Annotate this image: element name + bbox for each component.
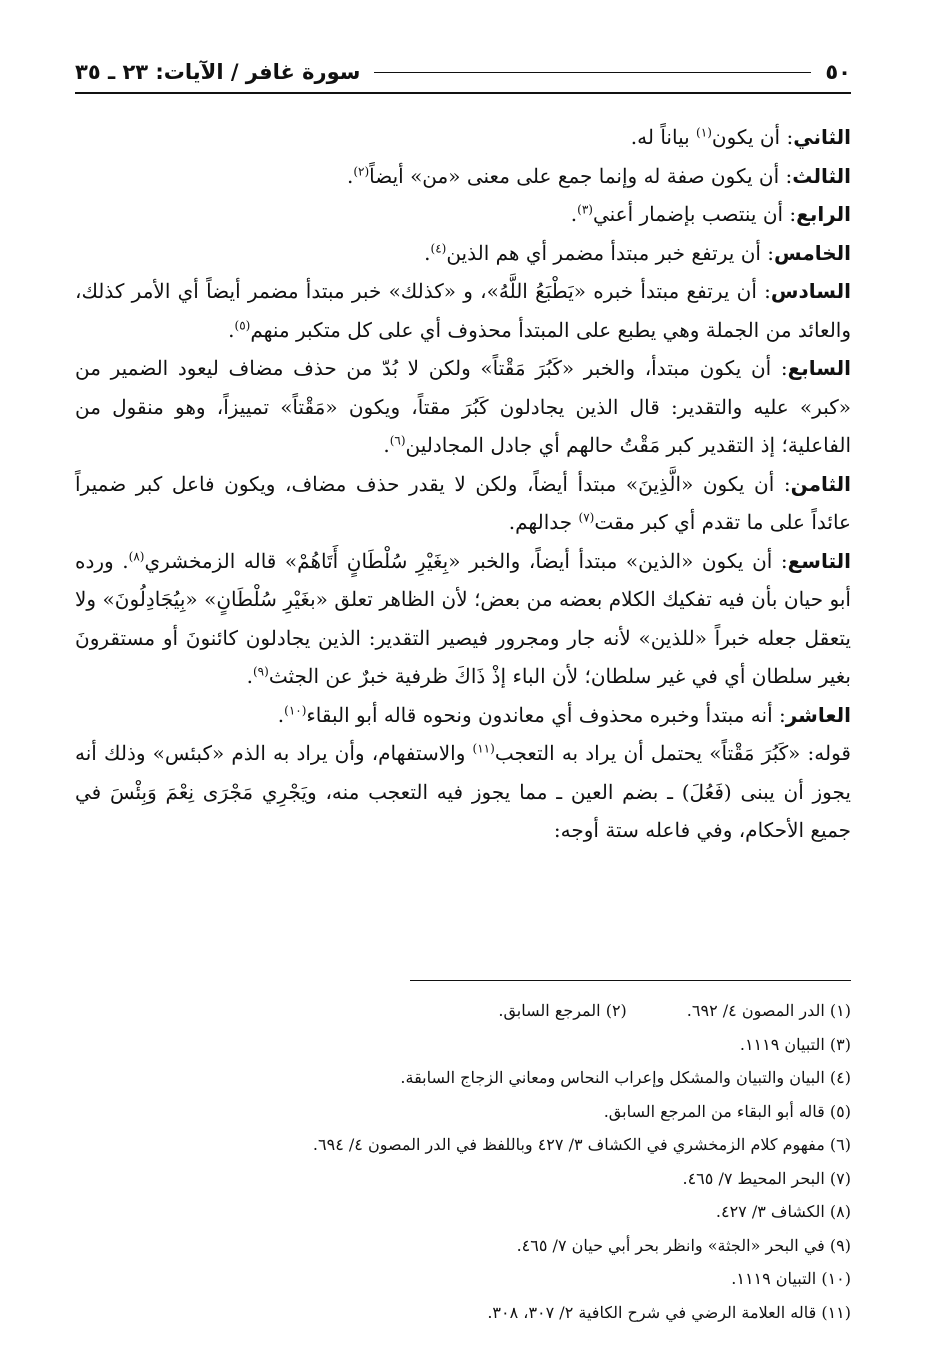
paragraph-text: .: [277, 702, 285, 727]
paragraph-text: .: [570, 202, 578, 226]
footnote-ref: (٢): [353, 163, 370, 178]
paragraph-text: : أن يكون «الَّذِينَ» مبتدأ أيضاً، ولكن لا يقدر حذف مضاف، ويكون فاعل كبر ضميراً عائداً على ما تقدم أي كبر مقت: [75, 471, 851, 534]
footnote: (١٠) التبيان ١١١٩.: [731, 1269, 851, 1288]
footnote: (٨) الكشاف ٣/ ٤٢٧.: [715, 1202, 851, 1221]
paragraph-text: .: [383, 433, 390, 457]
paragraph-text: .: [424, 240, 431, 265]
paragraph: [75, 696, 851, 735]
paragraph: [75, 195, 851, 234]
footnote-ref: (١): [696, 125, 712, 140]
footnote-row: [160, 1061, 851, 1095]
footnote-row: [160, 994, 851, 1028]
section-term: الثالث: [792, 163, 851, 188]
paragraph: [75, 118, 851, 157]
section-term: التاسع: [787, 548, 852, 573]
paragraph: [75, 465, 851, 542]
footnote-row: [160, 1262, 851, 1296]
section-term: السابع: [787, 356, 851, 380]
footnote-ref: (١١): [472, 741, 495, 756]
footnote: (١١) قاله العلامة الرضي في شرح الكافية ٢/ ٣٠٧، ٣٠٨.: [487, 1302, 851, 1322]
paragraph-text: : أن يكون «الذين» مبتدأ أيضاً، والخبر «بِغَيْرِ سُلْطَانٍ أَتَاهُمْ» قاله الزمخشري: [144, 548, 788, 573]
footnote: (٣) التبيان ١١١٩.: [739, 1034, 851, 1054]
footnote-ref: (٩): [252, 664, 269, 679]
running-header: [75, 52, 851, 92]
paragraph-text: : أنه مبتدأ وخبره محذوف أي معاندون ونحوه قاله أبو البقاء: [306, 702, 786, 727]
footnote-row: [160, 1296, 851, 1330]
footnote: (٦) مفهوم كلام الزمخشري في الكشاف ٣/ ٤٢٧ وباللفظ في الدر المصون ٤/ ٦٩٤.: [312, 1135, 851, 1154]
footnote-ref: (٤): [430, 240, 447, 255]
section-term: الثامن: [790, 471, 851, 496]
paragraph-text: : أن يكون مبتدأ، والخبر «كَبُرَ مَقْتاً» ولكن لا بُدّ من حذف مضاف ليعود الضمير من «كبر» عليه والتقدير: قال الذين يجادلون كَبُرَ مقتاً، ويكون «مَقْتاً» تمييزاً، وهو منقول من الفاعلية؛ إذ التقدير كبر مَقْتُ حالهم أي جادل المجادلين: [75, 356, 851, 457]
paragraph: [75, 157, 851, 196]
paragraph-text: جدالهم.: [508, 510, 579, 534]
paragraph-text: بياناً له.: [630, 125, 697, 149]
paragraph-text: والاستفهام، وأن يراد به الذم «كبئس» وذلك أنه يجوز أن يبنى (فَعُلَ) ـ بضم العين ـ مما يجوز فيه التعجب منه، ويَجْرِي مَجْرَى نِعْمَ وَبِئْسَ في جميع الأحكام، وفي فاعله ستة أوجه:: [75, 741, 851, 842]
paragraph-text: .: [246, 664, 253, 688]
section-term: السادس: [770, 279, 851, 303]
footnote-row: [160, 1028, 851, 1062]
paragraph-text: : أن يرتفع خبر مبتدأ مضمر أي هم الذين: [446, 240, 775, 265]
paragraph-text: .: [346, 163, 354, 188]
paragraph-text: .: [228, 317, 235, 342]
paragraph: [75, 272, 851, 349]
footnote-ref: (٥): [234, 317, 251, 332]
footnote-row: [160, 1128, 851, 1162]
footnote-row: [160, 1095, 851, 1129]
footnote: (١) الدر المصون ٤/ ٦٩٢.: [686, 1001, 851, 1020]
footnote-ref: (٣): [577, 202, 593, 217]
footnotes: [160, 994, 851, 1329]
footnote: (٢) المرجع السابق.: [498, 1001, 627, 1020]
footnote: (٤) البيان والتبيان والمشكل وإعراب النحاس ومعاني الزجاج السابقة.: [400, 1068, 851, 1087]
section-term: الثاني: [793, 125, 851, 149]
footnote-ref: (١٠): [284, 702, 307, 717]
section-term: الخامس: [774, 240, 851, 265]
footnote: (٥) قاله أبو البقاء من المرجع السابق.: [603, 1101, 851, 1121]
footnote: (٧) البحر المحيط ٧/ ٤٦٥.: [682, 1168, 851, 1188]
paragraph-text: : أن ينتصب بإضمار أعني: [592, 202, 797, 226]
paragraph-text: : أن يرتفع مبتدأ خبره «يَطْبَعُ اللَّهُ»، و «كذلك» خبر مبتدأ مضمر أيضاً أي الأمر كذلك، والعائد من الجملة وهي يطبع على المبتدأ محذوف أي على كل متكبر منهم: [75, 279, 851, 342]
paragraph-text: : أن يكون: [711, 125, 794, 149]
section-term: العاشر: [785, 702, 851, 727]
footnote-row: [160, 1195, 851, 1229]
footnote-ref: (٦): [389, 433, 406, 448]
paragraph: [75, 542, 851, 696]
paragraph: [75, 734, 851, 850]
footnote-row: [160, 1229, 851, 1263]
footnote-row: [160, 1162, 851, 1196]
section-term: الرابع: [796, 202, 851, 226]
page-number: ٥٠: [825, 60, 851, 84]
paragraph-text: : أن يكون صفة له وإنما جمع على معنى «من» أيضاً: [369, 163, 793, 188]
header-title: سورة غافر / الآيات: ٢٣ ـ ٣٥: [75, 60, 361, 84]
header-rule: [75, 92, 851, 94]
paragraph: [75, 349, 851, 465]
footnote-ref: (٧): [578, 510, 595, 525]
paragraph-text: قوله: «كَبُرَ مَقْتاً» يحتمل أن يراد به التعجب: [494, 741, 851, 765]
footnote-rule: [410, 980, 851, 981]
main-text: [75, 118, 851, 850]
footnote-ref: (٨): [128, 548, 145, 563]
paragraph: [75, 234, 851, 273]
footnote: (٩) في البحر «الجثة» وانظر بحر أبي حيان ٧/ ٤٦٥.: [516, 1235, 851, 1255]
header-divider: [374, 72, 811, 73]
paragraph-text: . ورده أبو حيان بأن فيه تفكيك الكلام بعضه من بعض؛ لأن الظاهر تعلق «بغَيْرِ سُلْطَانٍ» «بِيُجَادِلُونَ» ولا يتعقل جعله خبراً «للذين» لأنه جار ومجرور فيصير التقدير: الذين يجادلون كائنونَ أو مستقرونَ بغير سلطان أي في غير سلطان؛ لأن الباء إذْ ذَاكَ ظرفية خبرٌ عن الجثث: [75, 548, 851, 688]
